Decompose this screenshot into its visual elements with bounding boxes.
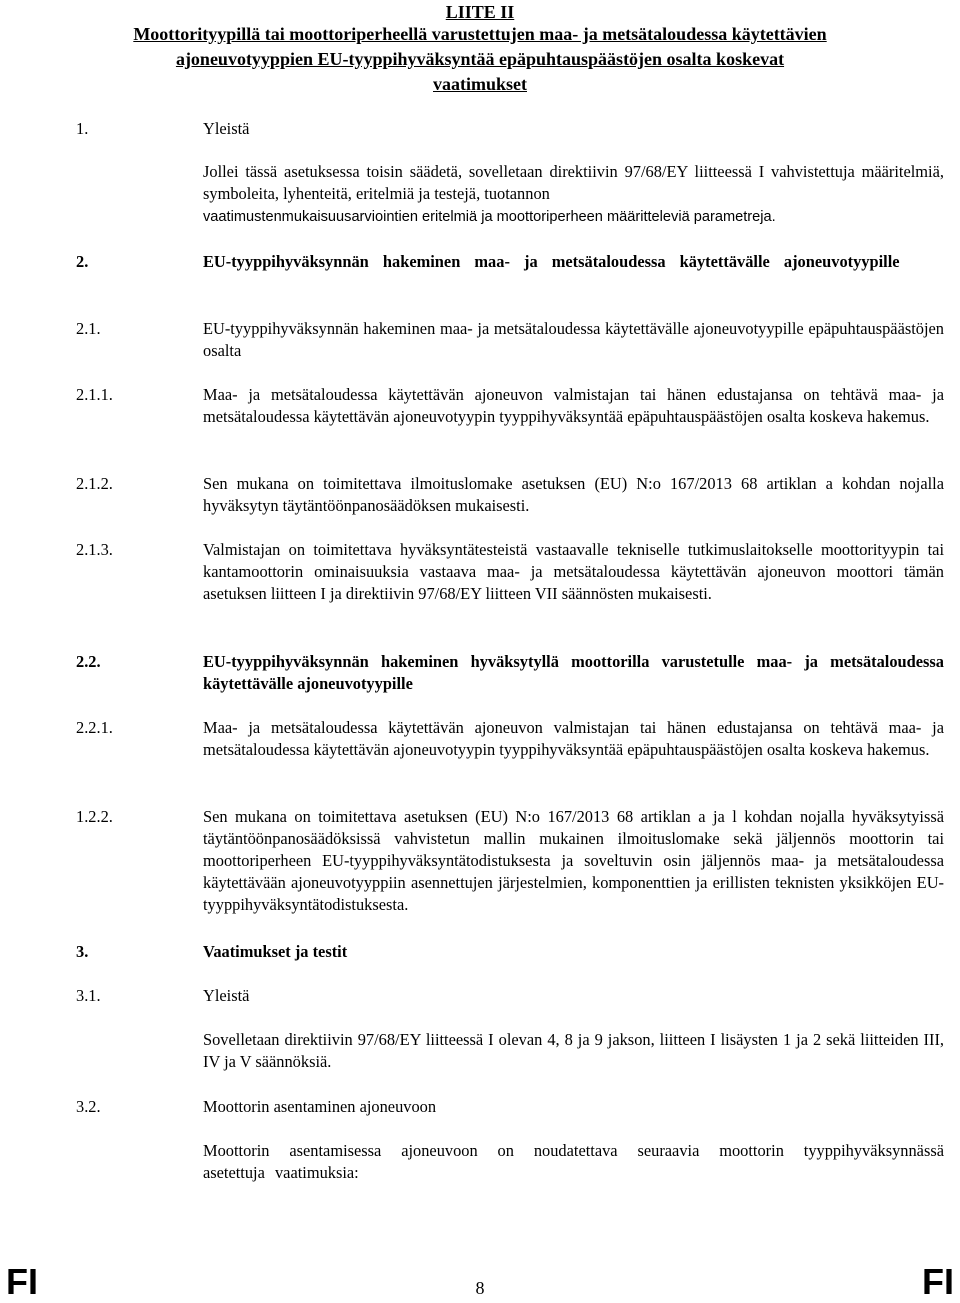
section-number: 2.1.1. [76, 385, 113, 404]
section-title: Moottorin asentaminen ajoneuvoon [203, 1097, 437, 1116]
section-number: 2.2. [76, 652, 101, 671]
paragraph-text: Valmistajan on toimitettava hyväksyntätesteistä vastaavalle tekniselle tutkimuslaitokselle moottorityypin tai kantamoottorin ominaisuuksia vastaava maa- ja metsätaloudessa käytettävän ajoneuvon moottori tämän asetuksen liitteen I ja direktiivin 97/68/EY liitteen VII säännösten mukaisesti. [203, 540, 944, 603]
footer-language-left: FI [6, 1261, 38, 1302]
section-number: 3.2. [76, 1097, 101, 1116]
section-number: 1. [76, 119, 89, 138]
paragraph-text: Sen mukana on toimitettava ilmoituslomake asetuksen (EU) N:o 167/2013 68 artiklan a kohdan nojalla hyväksytyn täytäntöönpanosäädöksen mukaisesti. [203, 474, 944, 515]
annex-title-line-2: ajoneuvotyyppien EU-tyyppihyväksyntää epäpuhtauspäästöjen osalta koskevat [175, 49, 785, 69]
section-title: Yleistä [203, 986, 250, 1005]
section-title: Vaatimukset ja testit [203, 942, 348, 961]
paragraph-text: Sovelletaan direktiivin 97/68/EY liitteessä I olevan 4, 8 ja 9 jakson, liitteen I lisäysten 1 ja 2 sekä liitteiden III, IV ja V säännöksiä. [203, 1030, 944, 1071]
section-number: 2. [76, 252, 89, 271]
annex-title-line-3: vaatimukset [433, 74, 527, 94]
page-number: 8 [475, 1278, 485, 1298]
section-number: 2.1.3. [76, 540, 113, 559]
section-number: 1.2.2. [76, 807, 113, 826]
paragraph-text: Moottorin asentamisessa ajoneuvoon on noudatettava seuraavia moottorin tyyppihyväksynnässä asetettuja vaatimuksia: [203, 1141, 944, 1182]
paragraph-text: Maa- ja metsätaloudessa käytettävän ajoneuvon valmistajan tai hänen edustajansa on tehtävä maa- ja metsätaloudessa käytettävän ajoneuvotyypin tyyppihyväksyntää epäpuhtauspäästöjen osalta koskeva hakemus. [203, 385, 944, 426]
section-number: 3. [76, 942, 89, 961]
section-title: EU-tyyppihyväksynnän hakeminen hyväksytyllä moottorilla varustetulle maa- ja metsätaloudessa käytettävälle ajoneuvotyypille [203, 652, 944, 693]
paragraph-text: Maa- ja metsätaloudessa käytettävän ajoneuvon valmistajan tai hänen edustajansa on tehtävä maa- ja metsätaloudessa käytettävän ajoneuvotyypin tyyppihyväksyntää epäpuhtauspäästöjen osalta koskeva hakemus. [203, 718, 944, 759]
footer-language-right: FI [922, 1261, 954, 1302]
annex-title-line-1: Moottorityypillä tai moottoriperheellä varustettujen maa- ja metsätaloudessa käytettävien [133, 24, 827, 44]
paragraph-text: Jollei tässä asetuksessa toisin säädetä, sovelletaan direktiivin 97/68/EY liitteessä I vahvistettuja määritelmiä, symboleita, lyhenteitä, eritelmiä ja testejä, tuotannon [203, 162, 944, 203]
section-number: 3.1. [76, 986, 101, 1005]
annex-label: LIITE II [445, 2, 515, 22]
section-title: Yleistä [203, 119, 250, 138]
paragraph-text: vaatimustenmukaisuusarviointien eritelmiä ja moottoriperheen määritteleviä parametreja. [203, 209, 776, 225]
paragraph-text: Sen mukana on toimitettava asetuksen (EU) N:o 167/2013 68 artiklan a ja l kohdan nojalla hyväksytyissä täytäntöönpanosäädöksissä vahvistetun mallin mukainen ilmoituslomake sekä jäljennös moottorin tai moottoriperheen EU-tyyppihyväksyntätodistuksesta ja soveltuvin osin jäljennös maa- ja metsätaloudessa käytettävään ajoneuvotyyppiin asennettujen järjestelmien, komponenttien ja erillisten teknisten yksikköjen EU-tyyppihyväksyntätodistuksesta. [203, 807, 944, 914]
section-number: 2.2.1. [76, 718, 113, 737]
section-title: EU-tyyppihyväksynnän hakeminen maa- ja metsätaloudessa käytettävälle ajoneuvotyypille [203, 252, 900, 271]
section-title: EU-tyyppihyväksynnän hakeminen maa- ja metsätaloudessa käytettävälle ajoneuvotyypille epäpuhtauspäästöjen osalta [203, 319, 944, 360]
section-number: 2.1.2. [76, 474, 113, 493]
section-number: 2.1. [76, 319, 101, 338]
